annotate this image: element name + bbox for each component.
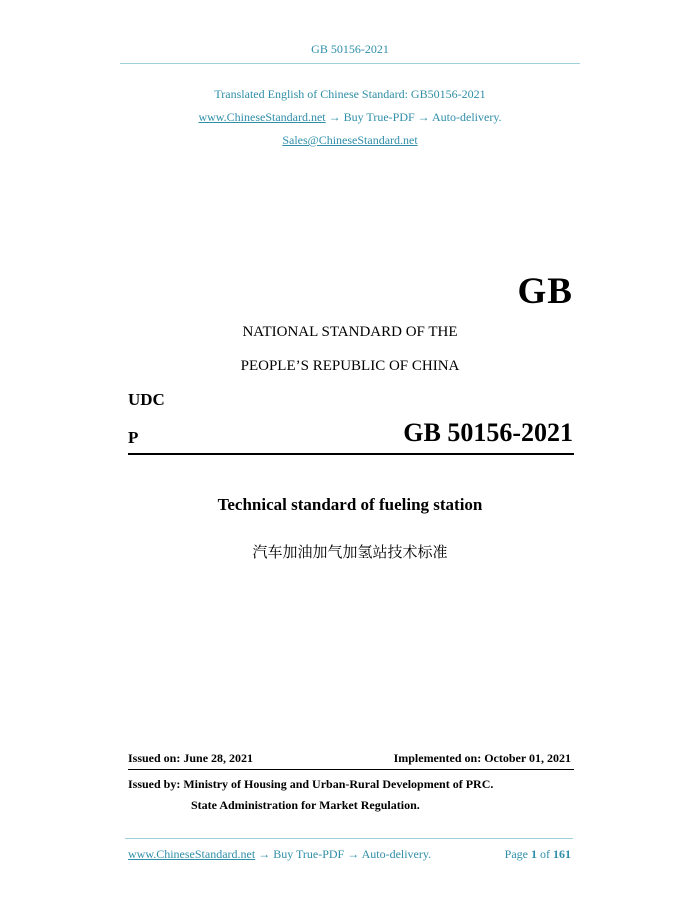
issue-divider [128, 769, 574, 770]
national-standard-line-1: NATIONAL STANDARD OF THE [242, 324, 458, 340]
document-title-en: Technical standard of fueling station [217, 495, 483, 514]
header-divider [120, 63, 580, 64]
p-label: P [128, 428, 139, 447]
footer-divider [125, 838, 573, 839]
footer-purchase-text: → Buy True-PDF → Auto-delivery. [255, 847, 432, 861]
page-total: 161 [553, 847, 571, 861]
standard-code: GB 50156-2021 [403, 418, 573, 447]
document-title-cn: 汽车加油加气加氢站技术标准 [252, 543, 448, 561]
national-standard-line-2: PEOPLE’S REPUBLIC OF CHINA [240, 358, 460, 374]
implemented-on-date: Implemented on: October 01, 2021 [393, 751, 571, 765]
title-divider [128, 453, 574, 455]
email-line [0, 133, 700, 148]
issued-on-date: Issued on: June 28, 2021 [128, 751, 254, 765]
page-current: 1 [531, 847, 537, 861]
page-label: Page [504, 847, 528, 861]
purchase-text: → Buy True-PDF → Auto-delivery. [325, 110, 502, 124]
purchase-line [0, 110, 700, 125]
translation-notice: Translated English of Chinese Standard: GB50156-2021 [214, 87, 486, 101]
issued-by-line-1: Issued by: Ministry of Housing and Urban-Rural Development of PRC. [128, 777, 494, 791]
sales-email-link[interactable]: Sales@ChineseStandard.net [282, 133, 418, 147]
footer-site-link[interactable]: www.ChineseStandard.net [128, 847, 256, 861]
udc-label: UDC [128, 390, 165, 409]
footer-purchase-line [128, 847, 431, 862]
gb-mark: GB [517, 271, 573, 312]
page-number [505, 847, 571, 862]
page-header-code: GB 50156-2021 [311, 42, 389, 56]
page-of-label: of [540, 847, 550, 861]
site-link[interactable]: www.ChineseStandard.net [198, 110, 326, 124]
issued-by-line-2: State Administration for Market Regulation. [191, 798, 420, 812]
